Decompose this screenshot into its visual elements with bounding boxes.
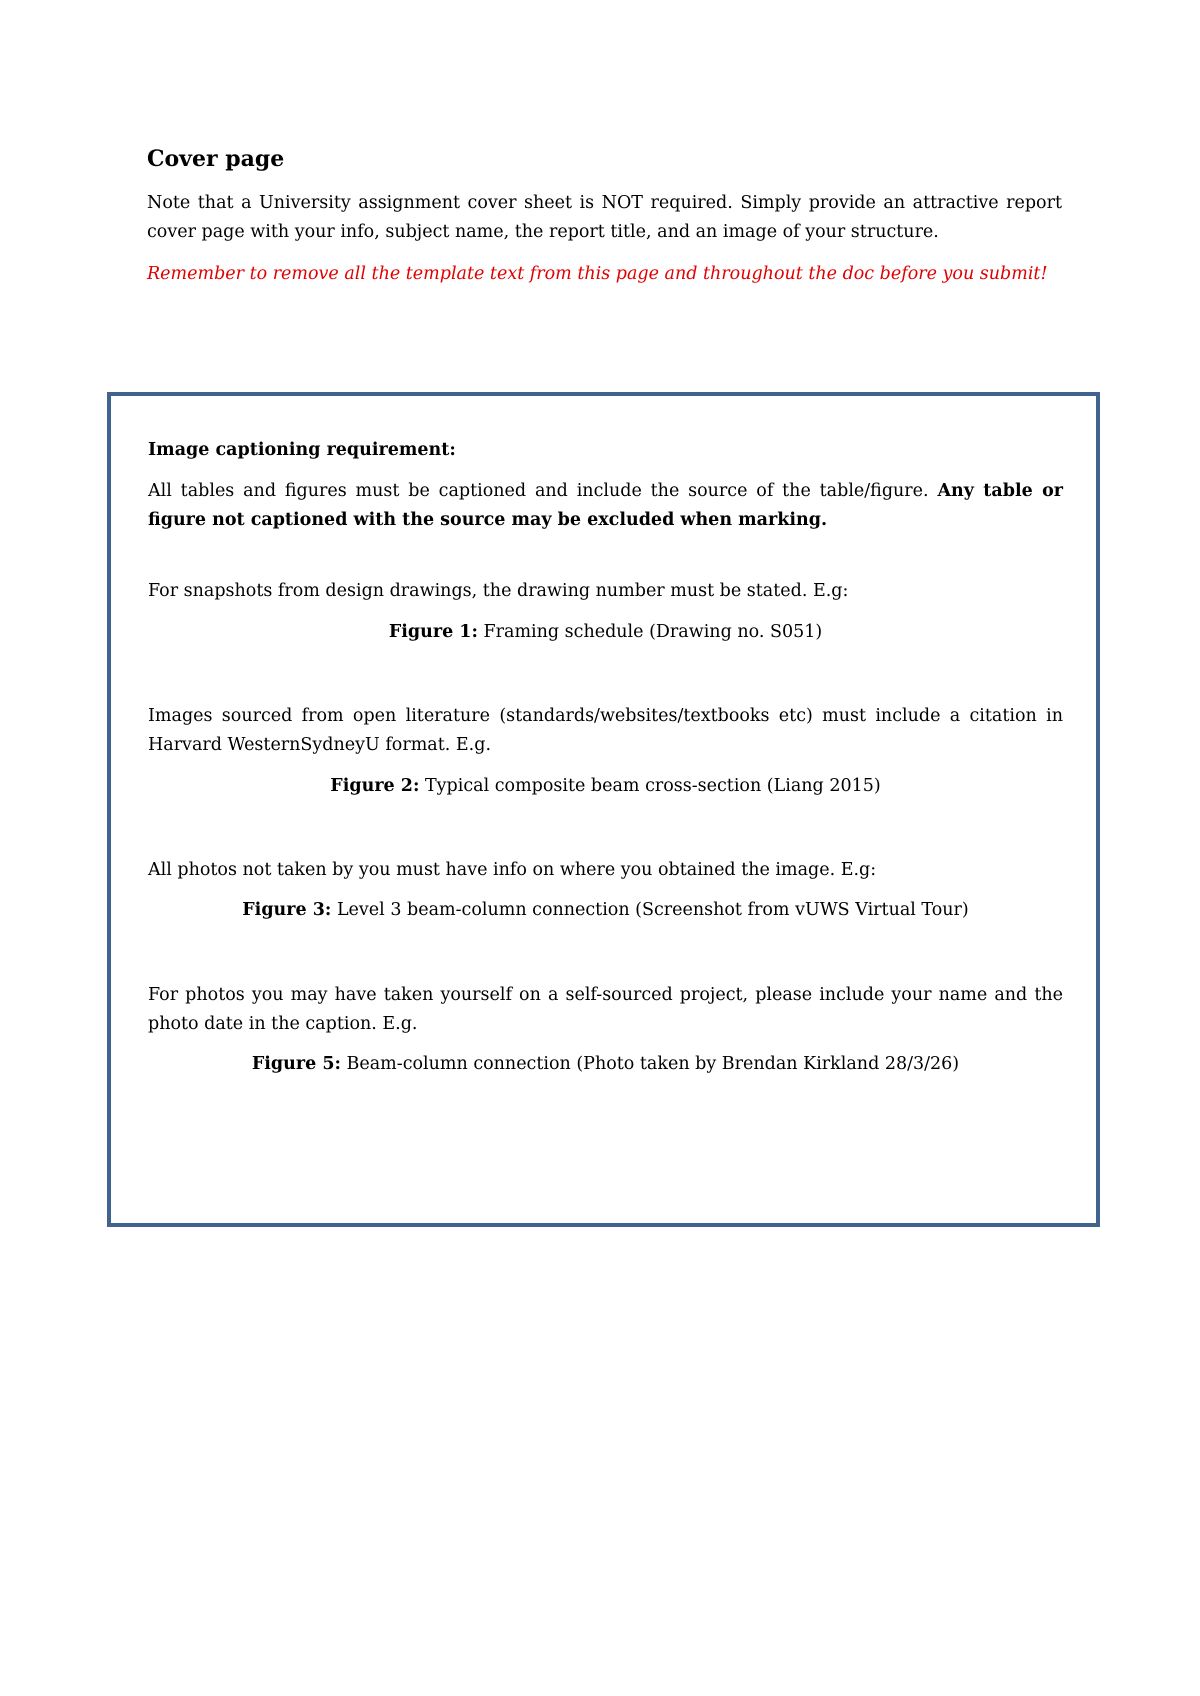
reminder-note: Remember to remove all the template text from this page and throughout the doc before you submit! [147, 264, 1048, 284]
figure-2-text: Typical composite beam cross-section (Liang 2015) [419, 776, 881, 796]
requirement-paragraph [148, 477, 1063, 535]
section-2-text: Images sourced from open literature (standards/websites/textbooks etc) must include a citation in Harvard WesternSydneyU format. E.g. [148, 706, 1063, 755]
figure-2-label: Figure 2: [330, 776, 420, 796]
figure-1-label: Figure 1: [388, 622, 478, 642]
intro-paragraph: Note that a University assignment cover sheet is NOT required. Simply provide an attractive report cover page with your info, subject name, the report title, and an image of your structure. [147, 193, 1062, 242]
requirement-bold-text: Any table or figure not captioned with the source may be excluded when marking. [148, 481, 1063, 530]
figure-5-text: Beam-column connection (Photo taken by Brendan Kirkland 28/3/26) [340, 1054, 960, 1074]
figure-2-caption [148, 772, 1063, 801]
figure-3-label: Figure 3: [242, 900, 332, 920]
figure-5-caption [148, 1050, 1063, 1079]
section-4-text: For photos you may have taken yourself on a self-sourced project, please include your name and the photo date in the caption. E.g. [148, 985, 1063, 1034]
requirement-text: All tables and figures must be captioned and include the source of the table/figure. [148, 481, 938, 501]
section-3-text: All photos not taken by you must have info on where you obtained the image. E.g: [148, 860, 877, 880]
section-1-text: For snapshots from design drawings, the drawing number must be stated. E.g: [148, 581, 849, 601]
box-title: Image captioning requirement: [148, 440, 456, 460]
captioning-requirement-box [107, 392, 1100, 1227]
figure-1-caption [148, 618, 1063, 647]
figure-5-label: Figure 5: [251, 1054, 341, 1074]
figure-3-text: Level 3 beam-column connection (Screenshot from vUWS Virtual Tour) [331, 900, 969, 920]
figure-1-text: Framing schedule (Drawing no. S051) [477, 622, 823, 642]
page-heading: Cover page [147, 146, 285, 172]
figure-3-caption [148, 896, 1063, 925]
